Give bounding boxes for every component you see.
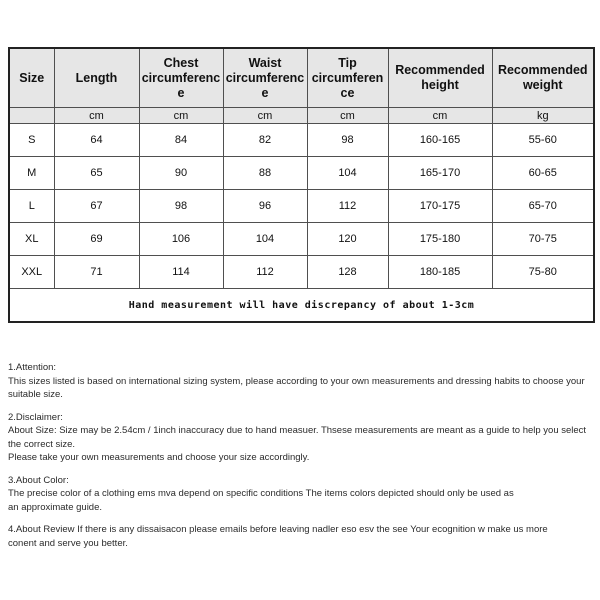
- notes-block: [8, 361, 594, 559]
- table-cell: 128: [307, 256, 388, 289]
- note-text: conent and serve you better.: [8, 537, 128, 549]
- table-cell: 175-180: [388, 223, 492, 256]
- table-cell: 65-70: [492, 190, 594, 223]
- table-cell: 71: [54, 256, 139, 289]
- size-label-cell: M: [9, 157, 54, 190]
- note-text: 4.About Review If there is any dissaisacon please emails before leaving nadler eso esv the see Your ecognition w make us more: [8, 524, 548, 535]
- table-cell: 112: [223, 256, 307, 289]
- unit-cell: cm: [307, 108, 388, 124]
- column-header-tip: Tip circumference: [307, 48, 388, 108]
- table-cell: 70-75: [492, 223, 594, 256]
- unit-cell: cm: [54, 108, 139, 124]
- table-row-m: [9, 157, 594, 190]
- units-row: [9, 108, 594, 124]
- table-cell: 114: [139, 256, 223, 289]
- note-text: Please take your own measurements and choose your size accordingly.: [8, 452, 310, 463]
- measurement-footnote: Hand measurement will have discrepancy of about 1-3cm: [9, 289, 594, 323]
- note-heading: 2.Disclaimer:: [8, 411, 63, 423]
- table-cell: 84: [139, 124, 223, 157]
- table-row-s: [9, 124, 594, 157]
- unit-cell: [9, 108, 54, 124]
- table-cell: 104: [307, 157, 388, 190]
- table-cell: 55-60: [492, 124, 594, 157]
- table-cell: 90: [139, 157, 223, 190]
- table-cell: 98: [139, 190, 223, 223]
- table-row-l: [9, 190, 594, 223]
- column-header-rec-weight: Recommended weight: [492, 48, 594, 108]
- note-attention: [8, 361, 594, 402]
- footnote-row: [9, 289, 594, 323]
- size-chart-table: [8, 47, 595, 323]
- table-cell: 75-80: [492, 256, 594, 289]
- note-heading: 1.Attention:: [8, 362, 57, 373]
- note-disclaimer: [8, 411, 594, 465]
- table-cell: 60-65: [492, 157, 594, 190]
- note-text: This sizes listed is based on international sizing system, please according to your own measurements and dressing habits to choose your suitable size.: [8, 375, 585, 400]
- column-header-size: Size: [9, 48, 54, 108]
- table-cell: 96: [223, 190, 307, 223]
- size-label-cell: L: [9, 190, 54, 223]
- table-cell: 120: [307, 223, 388, 256]
- table-cell: 112: [307, 190, 388, 223]
- table-cell: 180-185: [388, 256, 492, 289]
- note-about-review: [8, 523, 594, 550]
- table-row-xl: [9, 223, 594, 256]
- note-text: an approximate guide.: [8, 501, 103, 513]
- table-row-xxl: [9, 256, 594, 289]
- unit-cell: cm: [223, 108, 307, 124]
- table-cell: 64: [54, 124, 139, 157]
- table-cell: 69: [54, 223, 139, 256]
- table-cell: 160-165: [388, 124, 492, 157]
- table-cell: 67: [54, 190, 139, 223]
- table-cell: 65: [54, 157, 139, 190]
- unit-cell: cm: [139, 108, 223, 124]
- column-header-chest: Chest circumference: [139, 48, 223, 108]
- size-label-cell: S: [9, 124, 54, 157]
- note-text: The precise color of a clothing ems mva depend on specific conditions The items colors depicted should only be used as: [8, 488, 514, 499]
- column-header-length: Length: [54, 48, 139, 108]
- header-row: [9, 48, 594, 108]
- note-about-color: [8, 474, 594, 515]
- table-cell: 104: [223, 223, 307, 256]
- unit-cell: cm: [388, 108, 492, 124]
- unit-cell: kg: [492, 108, 594, 124]
- size-label-cell: XL: [9, 223, 54, 256]
- size-label-cell: XXL: [9, 256, 54, 289]
- note-heading: 3.About Color:: [8, 474, 69, 486]
- table-cell: 170-175: [388, 190, 492, 223]
- table-cell: 82: [223, 124, 307, 157]
- note-text: About Size: Size may be 2.54cm / 1inch inaccuracy due to hand measuer. Thsese measurements are meant as a guide to help you select the correct size.: [8, 425, 587, 450]
- column-header-waist: Waist circumference: [223, 48, 307, 108]
- column-header-rec-height: Recommended height: [388, 48, 492, 108]
- table-cell: 98: [307, 124, 388, 157]
- table-cell: 88: [223, 157, 307, 190]
- table-cell: 165-170: [388, 157, 492, 190]
- table-cell: 106: [139, 223, 223, 256]
